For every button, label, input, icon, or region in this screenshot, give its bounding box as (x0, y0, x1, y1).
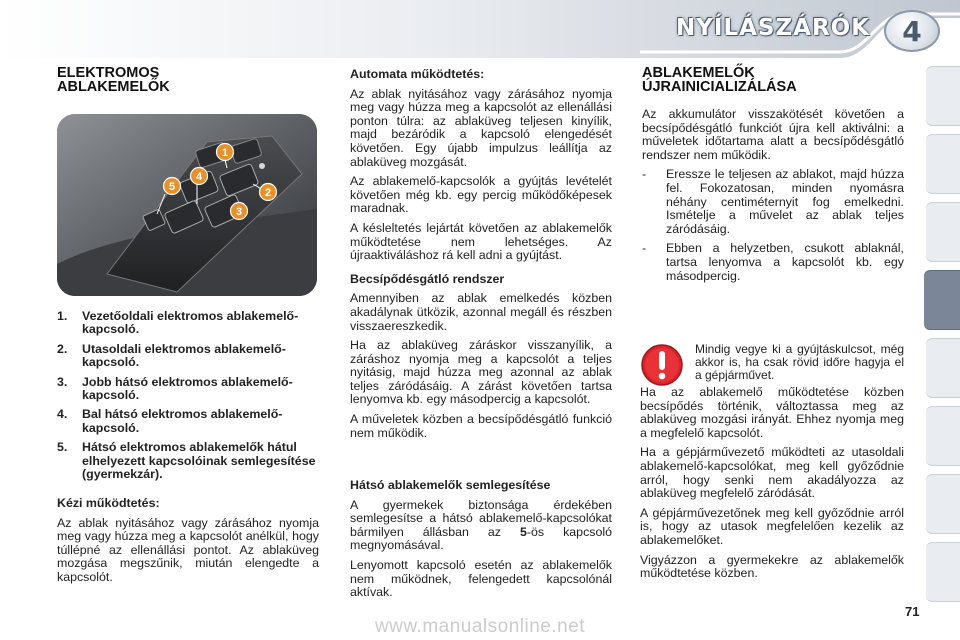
callout-1 (217, 144, 234, 169)
list-item (57, 343, 327, 370)
page-number: 71 (905, 604, 920, 619)
list-item (57, 376, 327, 403)
warning-text-3: Ha a gépjárművezető működteti az utasoldali ablakemelő-kapcsolókat, meg kell győződnie arról, hogy senki nem akadályozza az ablaküveg megfelelő záródását. (640, 445, 904, 501)
side-tab-4-active[interactable] (924, 270, 960, 330)
warning-exclamation-icon (640, 343, 684, 387)
legend-number: 1. (57, 309, 68, 323)
chapter-title: NYÍLÁSZÁRÓK (676, 15, 871, 41)
legend-text: Bal hátsó elektromos ablakemelő-kapcsoló. (82, 407, 283, 435)
warning-text-4: A gépjárművezetőnek meg kell győződnie arról is, hogy az utasok megfelelően kezelik az ablakemelőket. (640, 505, 904, 547)
list-item (642, 242, 904, 283)
page-header (0, 0, 960, 62)
text-run: A gyermekek biztonsága érdekében semlegesítse a hátsó ablakemelő-kapcsolókat bármilyen állásban az (350, 497, 612, 539)
side-tab-1[interactable] (926, 66, 960, 126)
section-heading-electric-windows (57, 66, 319, 94)
heading-line: ÚJRAINICIALIZÁLÁSA (642, 79, 797, 95)
anti-pinch-text-2: Ha az ablaküveg záráskor visszanyílik, a záráshoz nyomja meg a kapcsolót a teljes nyitásig, majd húzza meg azonnal az ablak teljes záródásáig. A zárást követően tartsa lenyomva kb. egy másodpercig a kapcsolót. (350, 338, 612, 407)
manual-operation-text: Az ablak nyitásához vagy zárásához nyomja meg vagy húzza meg a kapcsolót anélkül, hogy túllépné az ellenállási pontot. Az ablaküveg mozgása megszűnik, miután elengedte a kapcsolót. (57, 515, 319, 584)
auto-operation-text-2: Az ablakemelő-kapcsolók a gyújtás levételét követően még kb. egy percig működőképesek maradnak. (350, 174, 612, 216)
anti-pinch-text-3: A műveletek közben a becsípődésgátló funkció nem működik. (350, 412, 612, 440)
anti-pinch-heading: Becsípődésgátló rendszer (350, 271, 505, 286)
manual-operation-section (57, 497, 319, 591)
switch-legend-list (57, 310, 327, 487)
chapter-side-tabs (926, 66, 960, 640)
legend-number: 5. (57, 440, 68, 455)
heading-line: ABLAKEMELŐK (642, 65, 755, 81)
legend-text: Jobb hátsó elektromos ablakemelő-kapcsoló. (82, 374, 293, 403)
step-text: Eressze le teljesen az ablakot, majd húzza fel. Fokozatosan, minden nyomásra néhány centiméternyit fog emelkedni. Ismételje a művelet az ablak teljes záródásáig. (666, 167, 904, 236)
svg-text:5: 5 (168, 181, 176, 193)
callout-4 (191, 168, 208, 205)
step-text: Ebben a helyzetben, csukott ablaknál, tartsa lenyomva a kapcsolót kb. egy másodpercig. (666, 241, 904, 283)
rear-disable-text-1 (350, 499, 612, 553)
warning-text-1: Mindig vegye ki a gyújtáskulcsot, még akkor is, ha csak rövid időre hagyja el a gépjárművet. (695, 342, 904, 382)
step-dash: - (642, 167, 647, 182)
side-tab-6[interactable] (926, 406, 960, 466)
side-tab-3[interactable] (926, 202, 960, 262)
callout-5 (157, 178, 181, 215)
side-tab-2[interactable] (926, 134, 960, 194)
svg-text:1: 1 (221, 147, 229, 159)
heading-line: ELEKTROMOS (57, 65, 160, 81)
legend-text: Vezetőoldali elektromos ablakemelő-kapcsoló. (82, 309, 299, 337)
svg-text:4: 4 (195, 171, 203, 183)
heading-line: ABLAKEMELŐK (57, 79, 170, 95)
watermark-text: www.manualsonline.net (374, 616, 586, 637)
callout-2 (253, 184, 277, 201)
side-tab-8[interactable] (926, 542, 960, 602)
warning-text-2: Ha az ablakemelő működtetése közben becsípődés történik, változtassa meg az ablaküveg mozgási irányát. Ehhez nyomja meg a megfelelő kapcsolót. (640, 385, 904, 440)
side-tab-7[interactable] (926, 474, 960, 534)
section-heading-reinitialisation (642, 66, 904, 94)
auto-operation-text-3: A késleltetés lejártát követően az ablakemelők működtetése nem lehetséges. Az újraaktiváláshoz rá kell adni a gyújtást. (350, 220, 612, 263)
chapter-number-badge: 4 (884, 10, 940, 52)
list-item (57, 310, 327, 337)
legend-number: 2. (57, 341, 68, 356)
step-dash: - (642, 241, 647, 256)
anti-pinch-text-1: Amennyiben az ablak emelkedés közben akadálynak ütközik, azonnal megáll és részben visszaereszkedik. (350, 291, 612, 333)
text-run: -ös kapcsoló megnyomásával. (350, 524, 612, 553)
legend-text: Utasoldali elektromos ablakemelő-kapcsoló. (82, 341, 286, 370)
auto-operation-heading: Automata működtetés: (350, 67, 485, 81)
legend-text: Hátsó elektromos ablakemelők hátul elhelyezett kapcsolóinak semlegesítése (gyermekzár). (82, 440, 316, 482)
window-switch-photo (57, 114, 317, 296)
rear-disable-section (350, 479, 612, 606)
manual-operation-heading: Kézi működtetés: (57, 496, 160, 510)
reinit-intro-text: Az akkumulátor visszakötését követően a becsípődésgátló funkciót újra kell aktiválni: a műveletek időtartama alatt a becsípődésgátló rendszer nem működik. (642, 107, 904, 162)
list-item (57, 441, 327, 481)
reinit-steps-list (642, 168, 904, 283)
svg-text:2: 2 (264, 187, 272, 199)
right-column (642, 66, 904, 289)
auto-operation-text-1: Az ablak nyitásához vagy zárásához nyomja meg vagy húzza meg a kapcsolót az ellenállási ponton túlra: az ablaküveg teljesen kinyílik, majd bezáródik a kapcsoló elengedését követően. Egy újabb impulzus leállítja az ablaküveg mozgását. (350, 86, 612, 169)
legend-number: 4. (57, 407, 68, 422)
rear-disable-text-2: Lenyomott kapcsoló esetén az ablakemelők nem működnek, felengedett kapcsolónál aktívak. (350, 557, 612, 600)
rear-disable-heading: Hátsó ablakemelők semlegesítése (350, 478, 551, 492)
warning-text-5: Vigyázzon a gyermekekre az ablakemelők működtetése közben. (640, 552, 904, 581)
legend-number: 3. (57, 374, 68, 389)
left-column (57, 66, 319, 94)
middle-column (350, 68, 612, 446)
callout-3 (231, 203, 248, 220)
list-item (642, 168, 904, 236)
photo-callouts (57, 114, 317, 296)
switch-5-reference: 5 (519, 524, 527, 539)
list-item (57, 408, 327, 435)
svg-text:3: 3 (235, 206, 243, 218)
side-tab-5[interactable] (926, 338, 960, 398)
